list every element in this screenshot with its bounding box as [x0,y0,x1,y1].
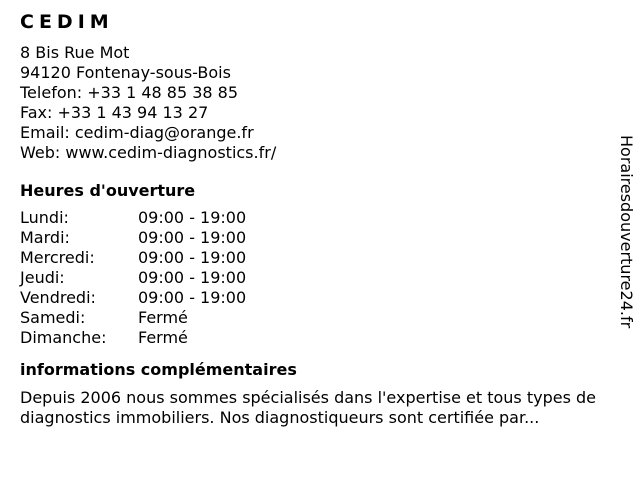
email-address: Email: cedim-diag@orange.fr [20,123,254,142]
day-time: 09:00 - 19:00 [138,208,247,227]
day-label: Mardi: [20,228,70,247]
opening-hours-table [20,208,620,348]
day-label: Vendredi: [20,288,96,307]
hours-row-friday [20,288,620,308]
phone-number: Telefon: +33 1 48 85 38 85 [20,83,239,102]
day-label: Samedi: [20,308,86,327]
day-time: 09:00 - 19:00 [138,288,247,307]
day-label: Dimanche: [20,328,107,347]
fax-number: Fax: +33 1 43 94 13 27 [20,103,209,122]
hours-row-wednesday [20,248,620,268]
day-label: Jeudi: [20,268,65,287]
day-time: 09:00 - 19:00 [138,248,247,267]
hours-row-saturday [20,308,620,328]
hours-row-thursday [20,268,620,288]
additional-info-heading: informations complémentaires [20,360,297,379]
additional-info-text: Depuis 2006 nous sommes spécialisés dans l'expertise et tous types de diagnostics immobiliers. Nos diagnostiqueurs sont certifiée par... [20,388,597,427]
opening-hours-heading: Heures d'ouverture [20,181,196,200]
address-street: 8 Bis Rue Mot [20,43,130,62]
day-label: Lundi: [20,208,69,227]
day-time: 09:00 - 19:00 [138,268,247,287]
hours-row-tuesday [20,228,620,248]
business-card [20,10,620,428]
day-label: Mercredi: [20,248,95,267]
hours-row-monday [20,208,620,228]
day-time: Fermé [138,328,188,347]
day-time: Fermé [138,308,188,327]
address-city: 94120 Fontenay-sous-Bois [20,63,231,82]
website-address: Web: www.cedim-diagnostics.fr/ [20,143,277,162]
day-time: 09:00 - 19:00 [138,228,247,247]
site-watermark-label: Horairesdouverture24.fr [617,135,636,329]
business-name: CEDIM [20,11,114,33]
hours-row-sunday [20,328,620,348]
